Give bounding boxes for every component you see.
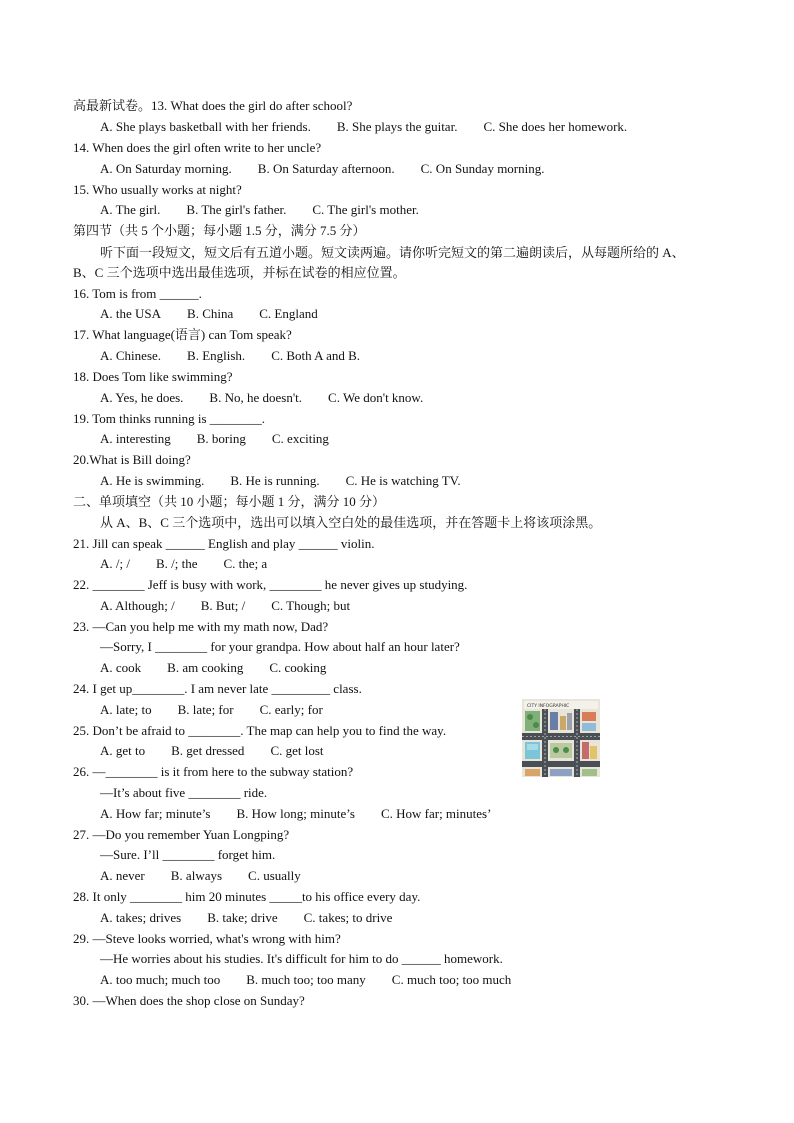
- option-a: A. never: [100, 868, 145, 883]
- option-b: B. English.: [187, 348, 246, 363]
- option-c: C. takes; to drive: [303, 910, 393, 925]
- option-a: A. Chinese.: [100, 348, 162, 363]
- option-b: B. boring: [196, 431, 246, 446]
- question-28: 28. It only ________ him 20 minutes _____to his office every day.: [73, 889, 421, 904]
- options-17: [100, 347, 360, 365]
- option-a: A. cook: [100, 660, 142, 675]
- part-2-heading: 二、单项填空（共 10 小题；每小题 1 分，满分 10 分）: [73, 494, 386, 509]
- option-b: B. am cooking: [167, 660, 244, 675]
- option-b: B. /; the: [155, 556, 198, 571]
- question-16: 16. Tom is from ______.: [73, 286, 202, 301]
- option-c: C. England: [259, 306, 318, 321]
- option-a: A. too much; much too: [100, 972, 221, 987]
- question-17: 17. What language(语言) can Tom speak?: [73, 327, 292, 342]
- option-b: B. He is running.: [230, 473, 320, 488]
- option-a: A. /; /: [100, 556, 130, 571]
- options-24: [100, 701, 323, 719]
- options-26: [100, 805, 491, 823]
- option-a: A. interesting: [100, 431, 171, 446]
- options-20: [100, 472, 461, 490]
- question-15: 15. Who usually works at night?: [73, 182, 242, 197]
- question-14: 14. When does the girl often write to her uncle?: [73, 140, 322, 155]
- option-a: A. She plays basketball with her friends.: [100, 119, 311, 134]
- question-29: 29. —Steve looks worried, what's wrong with him?: [73, 931, 341, 946]
- question-26-reply: —It’s about five ________ ride.: [100, 785, 268, 800]
- option-b: B. take; drive: [207, 910, 278, 925]
- question-23: 23. —Can you help me with my math now, Dad?: [73, 619, 329, 634]
- option-a: A. The girl.: [100, 202, 161, 217]
- option-c: C. She does her homework.: [483, 119, 628, 134]
- question-26: 26. —________ is it from here to the subway station?: [73, 764, 354, 779]
- option-c: C. exciting: [271, 431, 329, 446]
- option-b: B. How long; minute’s: [236, 806, 355, 821]
- option-a: A. takes; drives: [100, 910, 182, 925]
- option-b: B. She plays the guitar.: [336, 119, 458, 134]
- option-b: B. get dressed: [171, 743, 245, 758]
- question-20: 20.What is Bill doing?: [73, 452, 191, 467]
- option-c: C. We don't know.: [328, 390, 424, 405]
- option-a: A. Although; /: [100, 598, 175, 613]
- option-a: A. get to: [100, 743, 146, 758]
- options-18: [100, 389, 423, 407]
- options-16: [100, 305, 318, 323]
- section-4-instructions-cont: B、C 三个选项中选出最佳选项，并标在试卷的相应位置。: [73, 265, 406, 280]
- option-b: B. No, he doesn't.: [209, 390, 303, 405]
- option-c: C. usually: [248, 868, 301, 883]
- option-a: A. Yes, he does.: [100, 390, 184, 405]
- options-22: [100, 597, 350, 615]
- question-13: 高最新试卷。13. What does the girl do after school?: [73, 98, 353, 113]
- options-29: [100, 971, 511, 989]
- options-13: [100, 118, 627, 136]
- question-22: 22. ________ Jeff is busy with work, ________ he never gives up studying.: [73, 577, 468, 592]
- options-25: [100, 742, 324, 760]
- question-19: 19. Tom thinks running is ________.: [73, 411, 266, 426]
- option-a: A. How far; minute’s: [100, 806, 211, 821]
- option-a: A. the USA: [100, 306, 162, 321]
- option-b: B. The girl's father.: [186, 202, 287, 217]
- option-b: B. On Saturday afternoon.: [257, 161, 395, 176]
- options-27: [100, 867, 301, 885]
- option-b: B. much too; too many: [246, 972, 366, 987]
- question-27: 27. —Do you remember Yuan Longping?: [73, 827, 290, 842]
- option-c: C. On Sunday morning.: [420, 161, 545, 176]
- options-21: [100, 555, 267, 573]
- option-c: C. the; a: [223, 556, 268, 571]
- part-2-instructions: 从 A、B、C 三个选项中，选出可以填入空白处的最佳选项，并在答题卡上将该项涂黑。: [100, 515, 602, 530]
- options-23: [100, 659, 326, 677]
- option-b: B. But; /: [200, 598, 246, 613]
- question-25: 25. Don’t be afraid to ________. The map can help you to find the way.: [73, 723, 447, 738]
- question-23-reply: —Sorry, I ________ for your grandpa. How about half an hour later?: [100, 639, 460, 654]
- option-a: A. late; to: [100, 702, 152, 717]
- map-title: CITY INFOGRAPHIC: [527, 704, 570, 709]
- option-c: C. cooking: [269, 660, 327, 675]
- options-15: [100, 201, 419, 219]
- question-30: 30. —When does the shop close on Sunday?: [73, 993, 305, 1008]
- option-b: B. China: [187, 306, 234, 321]
- question-21: 21. Jill can speak ______ English and play ______ violin.: [73, 536, 375, 551]
- option-c: C. much too; too much: [391, 972, 512, 987]
- section-4-heading: 第四节（共 5 个小题；每小题 1.5 分，满分 7.5 分）: [73, 223, 366, 238]
- question-18: 18. Does Tom like swimming?: [73, 369, 233, 384]
- city-map-image: [522, 699, 600, 777]
- question-29-reply: —He worries about his studies. It's difficult for him to do ______ homework.: [100, 951, 503, 966]
- options-14: [100, 160, 545, 178]
- option-b: B. late; for: [177, 702, 234, 717]
- option-c: C. He is watching TV.: [345, 473, 461, 488]
- option-c: C. get lost: [270, 743, 324, 758]
- section-4-instructions: 听下面一段短文，短文后有五道小题。短文读两遍。请你听完短文的第二遍朗读后，从每题所给的 A、: [100, 245, 685, 260]
- option-c: C. The girl's mother.: [312, 202, 419, 217]
- option-c: C. Though; but: [271, 598, 351, 613]
- option-b: B. always: [170, 868, 223, 883]
- options-19: [100, 430, 329, 448]
- option-a: A. On Saturday morning.: [100, 161, 232, 176]
- option-c: C. early; for: [259, 702, 323, 717]
- question-24: 24. I get up________. I am never late _________ class.: [73, 681, 362, 696]
- option-c: C. How far; minutes’: [380, 806, 492, 821]
- option-a: A. He is swimming.: [100, 473, 205, 488]
- options-28: [100, 909, 392, 927]
- question-27-reply: —Sure. I’ll ________ forget him.: [100, 847, 276, 862]
- option-c: C. Both A and B.: [271, 348, 361, 363]
